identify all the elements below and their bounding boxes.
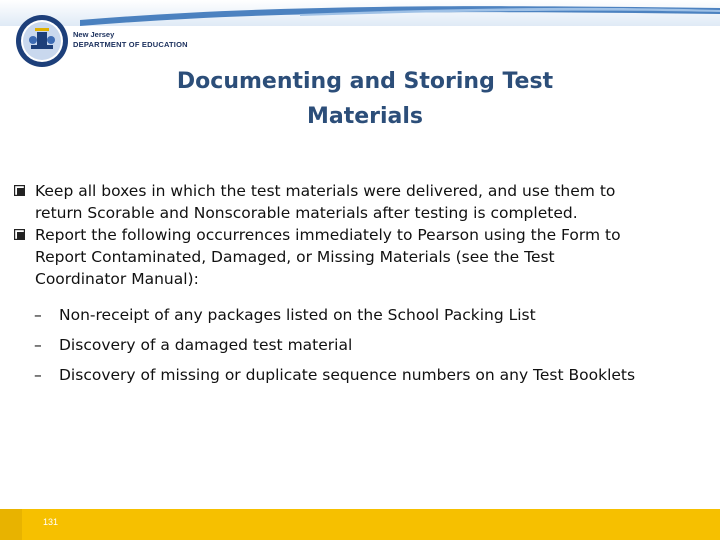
slide-title-line-1: Documenting and Storing Test (176, 69, 554, 94)
sub-item-text: Non-receipt of any packages listed on the School Packing List (59, 306, 536, 324)
sub-item-text: Discovery of a damaged test material (59, 336, 353, 354)
page-number: 131 (43, 517, 59, 527)
checkbox-bullet-icon (14, 185, 25, 196)
footer-accent (0, 509, 22, 540)
slide-title-line-2: Materials (306, 104, 424, 129)
dash-bullet: – (34, 366, 42, 384)
nj-state-seal-icon (15, 14, 69, 68)
slide-title (150, 64, 580, 134)
agency-state: New Jersey (73, 30, 115, 39)
bullet-line: return Scorable and Nonscorable materials after testing is completed. (35, 204, 578, 222)
bullet-line: Coordinator Manual): (35, 270, 199, 288)
checkbox-bullet-icon (14, 229, 25, 240)
dash-bullet: – (34, 336, 42, 354)
slide-content (14, 180, 704, 390)
bullet-item (14, 224, 704, 290)
sub-list-item (14, 360, 704, 390)
bullet-line: Keep all boxes in which the test materials were delivered, and use them to (35, 182, 616, 200)
bullet-line: Report Contaminated, Damaged, or Missing Materials (see the Test (35, 248, 555, 266)
footer-bar (0, 509, 720, 540)
bullet-item (14, 180, 704, 224)
sub-item-text: Discovery of missing or duplicate sequence numbers on any Test Booklets (59, 366, 636, 384)
bullet-line: Report the following occurrences immediately to Pearson using the Form to (35, 226, 621, 244)
sub-list (14, 300, 704, 390)
agency-name (73, 30, 188, 50)
agency-department: DEPARTMENT OF EDUCATION (73, 40, 188, 49)
header-wave-decoration (0, 0, 720, 26)
sub-list-item (14, 330, 704, 360)
sub-list-item (14, 300, 704, 330)
header-band (0, 0, 720, 26)
dash-bullet: – (34, 306, 42, 324)
